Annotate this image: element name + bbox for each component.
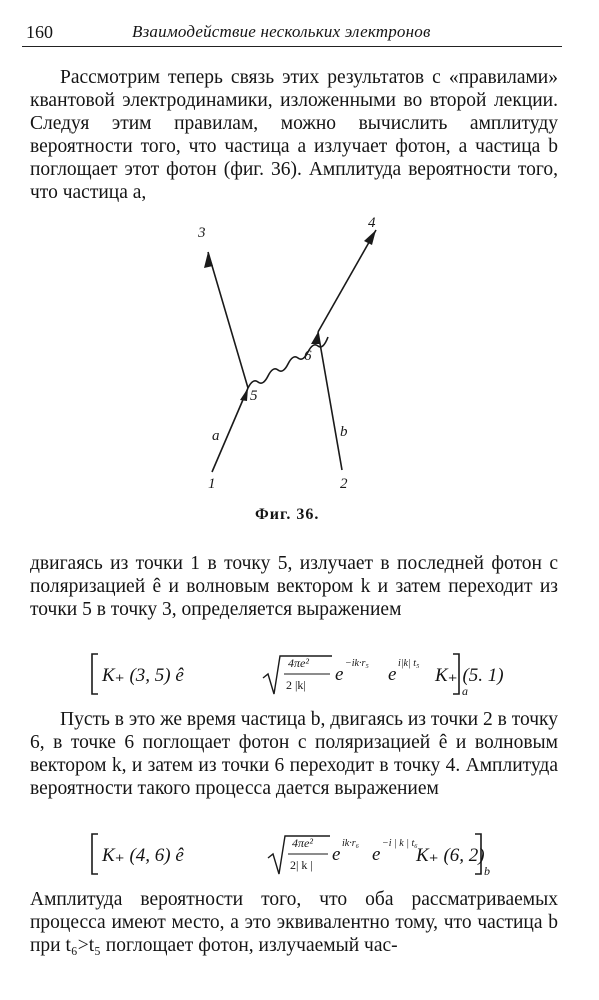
feynman-diagram bbox=[190, 210, 390, 500]
label-3: 3 bbox=[198, 225, 206, 241]
label-6: 6 bbox=[304, 348, 312, 364]
formula2-exp1: e bbox=[332, 844, 341, 865]
label-2: 2 bbox=[340, 476, 348, 492]
formula1-kernel-left: K₊ (3, 5) ê bbox=[102, 665, 184, 686]
page-number: 160 bbox=[26, 22, 53, 42]
formula1-denominator: 2 |k| bbox=[286, 678, 306, 692]
figure-caption: Фиг. 36. bbox=[255, 506, 320, 523]
paragraph-combined: Амплитуда вероятности того, что оба рассматриваемых процесса имеют место, а это эквивалентно тому, что частица b при t₆>t₅ поглощает фотон, излучаемый час- bbox=[30, 889, 558, 956]
paragraph-absorption: Пусть в это же время частица b, двигаясь из точки 2 в точку 6, в точке 6 поглощает фотон с поляризацией ê и волновым вектором k, и затем из точки 6 переходит в точку 4. Амплитуда вероятности такого процесса дается выражением bbox=[30, 709, 558, 799]
worldline-a-upper bbox=[208, 252, 248, 388]
photon-line bbox=[248, 337, 328, 388]
formula2-denominator: 2| k | bbox=[290, 858, 313, 872]
label-4: 4 bbox=[368, 215, 376, 231]
running-header bbox=[22, 20, 562, 47]
formula2-kernel-left: K₊ (4, 6) ê bbox=[102, 845, 184, 866]
formula1-exp2: e bbox=[388, 664, 397, 685]
paragraph-intro: Рассмотрим теперь связь этих результатов с «правилами» квантовой электродинамики, изложенными во второй лекции. Следуя этим правилам, можно вычислить амплитуду вероятности того, что частица a излучает фотон, а частица b поглощает этот фотон (фиг. 36). Амплитуда вероятности того, что частица a, bbox=[30, 67, 558, 203]
formula2-exp2: e bbox=[372, 844, 381, 865]
formula1-kernel-right: K₊ (5. 1) bbox=[435, 665, 504, 686]
formula1-exp1-sup: −ik·r₅ bbox=[345, 658, 369, 669]
formula2-kernel-right: K₊ (6, 2) bbox=[416, 845, 485, 866]
formula2-numerator: 4πe² bbox=[292, 836, 313, 850]
formula1-subscript: a bbox=[462, 684, 468, 698]
formula2-exp1-sup: ik·r₆ bbox=[342, 838, 360, 849]
label-5: 5 bbox=[250, 388, 258, 404]
worldline-b-lower bbox=[318, 332, 342, 470]
running-title: Взаимодействие нескольких электронов bbox=[132, 22, 431, 41]
label-b: b bbox=[340, 424, 348, 440]
arrowhead-3 bbox=[204, 252, 213, 268]
formula1-exp2-sup: i|k| t₅ bbox=[398, 658, 420, 669]
formula1-exp1: e bbox=[335, 664, 344, 685]
formula-emission bbox=[90, 650, 504, 700]
formula-absorption bbox=[90, 830, 490, 880]
formula2-subscript: b bbox=[484, 864, 490, 878]
label-1: 1 bbox=[208, 476, 216, 492]
formula1-numerator: 4πe² bbox=[288, 656, 309, 670]
paragraph-emission: двигаясь из точки 1 в точку 5, излучает в последней фотон с поляризацией ê и волновым вектором k и затем переходит из точки 5 в точку 3, определяется выражением bbox=[30, 553, 558, 620]
worldline-b-upper bbox=[318, 230, 376, 332]
arrowhead-4 bbox=[364, 230, 376, 245]
arrowhead-5 bbox=[240, 388, 248, 401]
formula2-exp2-sup: −i | k | t₆ bbox=[382, 838, 418, 849]
label-a: a bbox=[212, 428, 220, 444]
